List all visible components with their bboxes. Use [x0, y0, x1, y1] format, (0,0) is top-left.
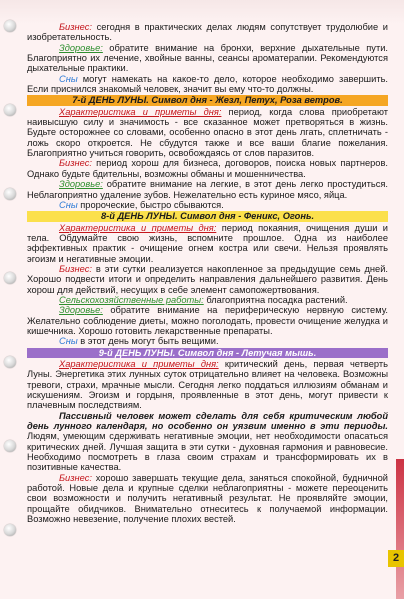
day7-heading: 7-й ДЕНЬ ЛУНЫ. Символ дня - Жезл, Петух, Роза ветров. [27, 95, 388, 105]
business-text: в эти сутки реализуется накопленное за предыдущие семь дней. Хорошо подвести итоги и определить направления дальнейшего развития. День хорош для действий, несущих в себе элемент самопожертвования. [27, 263, 388, 295]
binding-rings [0, 0, 22, 599]
ring-icon [4, 524, 16, 536]
agriculture-label: Сельскохозяйственные работы: [59, 294, 204, 305]
day8-characteristics [27, 223, 388, 264]
characteristics-label: Характеристика и приметы дня: [59, 359, 219, 369]
business-label: Бизнес: [59, 22, 92, 32]
article-body [27, 22, 388, 525]
day8-dreams [27, 336, 388, 346]
day8-health [27, 305, 388, 336]
dreams-paragraph [27, 74, 388, 95]
critical-note-bold: Пассивный человек может сделать для себя критическим любой день лунного календаря, но особенно он уязвим именно в эти периоды. [27, 410, 388, 432]
health-label: Здоровье: [59, 42, 103, 53]
day9-heading: 9-й ДЕНЬ ЛУНЫ. Символ дня - Летучая мышь. [27, 348, 388, 358]
ring-icon [4, 356, 16, 368]
dreams-label: Сны [59, 199, 78, 210]
business-text: сегодня в практических делах людям сопутствует трудолюбие и изобретательность. [27, 22, 388, 43]
day7-dreams [27, 200, 388, 210]
characteristics-text: период покаяния, очищения души и тела. Обдумайте свою жизнь, вспомните прошлое. Одна из наиболее эффективных практик - очищение огнем костра или свечи. Нельзя проявлять эгоизм и негативные эмоции. [27, 222, 388, 264]
side-bar-decoration [396, 459, 404, 599]
day7-characteristics [27, 107, 388, 159]
top-strip [0, 0, 404, 24]
dreams-text: могут намекать на какое-то дело, которое необходимо завершить. Если приснился знакомый человек, значит вы ему что-то должны. [27, 73, 388, 95]
day9-critical-note [27, 411, 388, 473]
health-paragraph [27, 43, 388, 74]
health-text: обратите внимание на периферическую нервную систему. Желательно соблюдение диеты, можно поголодать, провести очищение желудка и кишечника. Хорошо готовить лекарственные препараты. [27, 305, 388, 336]
day8-heading: 8-й ДЕНЬ ЛУНЫ. Символ дня - Феникс, Огонь. [27, 211, 388, 221]
health-label: Здоровье: [59, 179, 103, 190]
day8-business [27, 264, 388, 295]
characteristics-text: критический день, первая четверть Луны. Энергетика этих лунных суток отрицательно влияет на человека. Возможны тревоги, страхи, мрачные мысли. Сегодня легко поддаться иллюзиям обманам и искушениям. Эгоизм и гордыня, проявленные в этот день, могут привести к плачевным последствиям. [27, 359, 388, 411]
characteristics-text: период, когда слова приобретают наивысшую силу и значимость - все сказанное может претворяться в жизнь. Будьте осторожнее со словами, особенно опасно в этот день лгать, сплетничать - ложь скоро откроется. Не сбудутся также и все ваши благие пожелания. Благоприятно учиться говорить, освобождаясь от слов паразитов. [27, 106, 388, 159]
business-label: Бизнес: [59, 472, 92, 483]
business-text: период хорош для бизнеса, договоров, поиска новых партнеров. Однако будьте бдительны, возможны обманы и мошенничества. [27, 158, 388, 179]
business-paragraph [27, 22, 388, 43]
dreams-text: в этот день могут быть вещими. [77, 336, 219, 347]
agriculture-text: благоприятна посадка растений. [203, 294, 348, 305]
ring-icon [4, 272, 16, 284]
day9-characteristics [27, 359, 388, 411]
business-text: хорошо завершать текущие дела, заняться спокойной, будничной работой. Новые дела и крупные сделки неблагоприятны - можете переоценить свои возможности и получить негативный результат. Не проявляйте эмоции, прощайте обидчиков. Внимательно отнеситесь к получаемой информации. Возможно невезение, получение плохих вестей. [27, 472, 388, 525]
ring-icon [4, 20, 16, 32]
ring-icon [4, 104, 16, 116]
day7-business [27, 158, 388, 179]
characteristics-label: Характеристика и приметы дня: [59, 106, 222, 117]
ring-icon [4, 440, 16, 452]
health-label: Здоровье: [59, 305, 103, 316]
page-number: 2 [388, 550, 404, 567]
day8-agriculture [27, 295, 388, 305]
business-label: Бизнес: [59, 158, 92, 169]
business-label: Бизнес: [59, 263, 92, 274]
health-text: обратите внимание на бронхи, верхние дыхательные пути. Благоприятно их лечение, хвойные ванны, сеансы ароматерапии. Рекомендуются дыхательные практики. [27, 42, 388, 74]
dreams-label: Сны [59, 73, 78, 84]
day7-health [27, 179, 388, 200]
critical-note-text: Людям, умеющим сдерживать негативные эмоции, нет необходимости опасаться критических дней. Лучшая защита в эти сутки - духовная гармония и равновесие. Необходимо посмотреть в глаза своим страхам и трансформировать их в позитивные качества. [27, 431, 388, 473]
characteristics-label: Характеристика и приметы дня: [59, 222, 217, 233]
health-text: обратите внимание на легкие, в этот день легко простудиться. Неблагоприятно удаление зубов. Нежелательно есть куриное мясо, яйца. [27, 179, 388, 200]
dreams-label: Сны [59, 336, 78, 347]
day9-business [27, 473, 388, 525]
dreams-text: пророческие, быстро сбываются. [77, 199, 224, 210]
ring-icon [4, 188, 16, 200]
